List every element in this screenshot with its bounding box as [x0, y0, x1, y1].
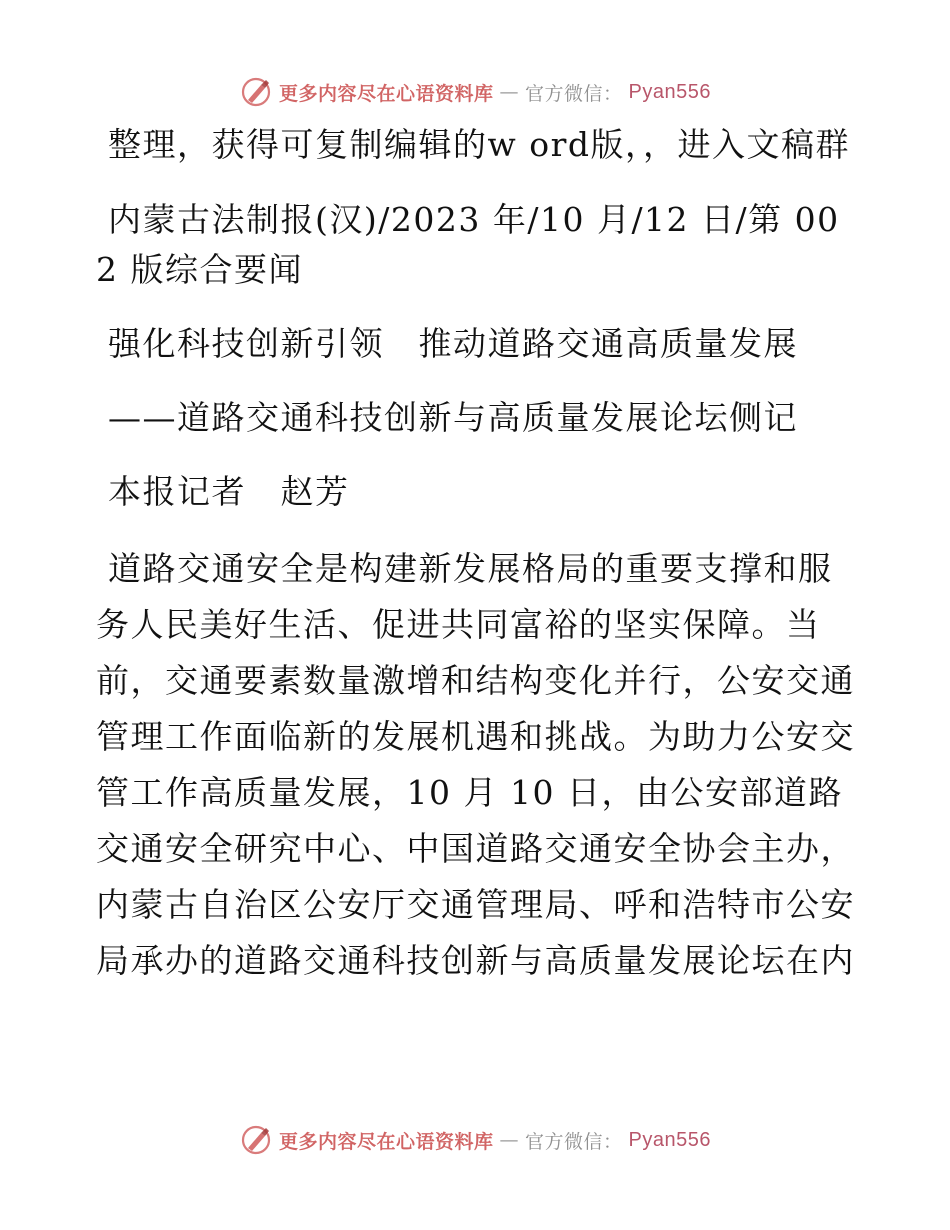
article-subtitle: ——道路交通科技创新与高质量发展论坛侧记 — [108, 398, 798, 437]
source-line: 内蒙古法制报(汉)/2023 年/10 月/12 日/第 002 版综合要闻 — [96, 200, 840, 289]
watermark-sub-text: 官方微信： — [525, 1130, 623, 1153]
pen-circle-logo-icon — [239, 75, 273, 109]
article-title: 强化科技创新引领 推动道路交通高质量发展 — [108, 324, 798, 363]
watermark-separator: — — [499, 1129, 520, 1151]
document-body — [96, 120, 856, 989]
watermark-sub-text: 官方微信： — [525, 82, 623, 105]
header-watermark — [0, 72, 950, 112]
watermark-wechat-id: Pyan556 — [628, 1128, 711, 1151]
footer-watermark — [0, 1120, 950, 1160]
intro-paragraph: 整理，获得可复制编辑的w ord版，，进入文稿群 — [108, 125, 851, 164]
watermark-main-text: 更多内容尽在心语资料库 — [279, 82, 494, 105]
watermark-separator: — — [499, 81, 520, 103]
author-line: 本报记者 赵芳 — [108, 472, 350, 511]
watermark-main-text: 更多内容尽在心语资料库 — [279, 1130, 494, 1153]
body-paragraph: 道路交通安全是构建新发展格局的重要支撑和服务人民美好生活、促进共同富裕的坚实保障。当前，交通要素数量激增和结构变化并行，公安交通管理工作面临新的发展机遇和挑战。为助力公安交管工作高质量发展，10 月 10 日，由公安部道路交通安全研究中心、中国道路交通安全协会主办，内蒙古自治区公安厅交通管理局、呼和浩特市公安局承办的道路交通科技创新与高质量发展论坛在内 — [96, 549, 855, 980]
watermark-wechat-id: Pyan556 — [628, 80, 711, 103]
pen-circle-logo-icon — [239, 1123, 273, 1157]
